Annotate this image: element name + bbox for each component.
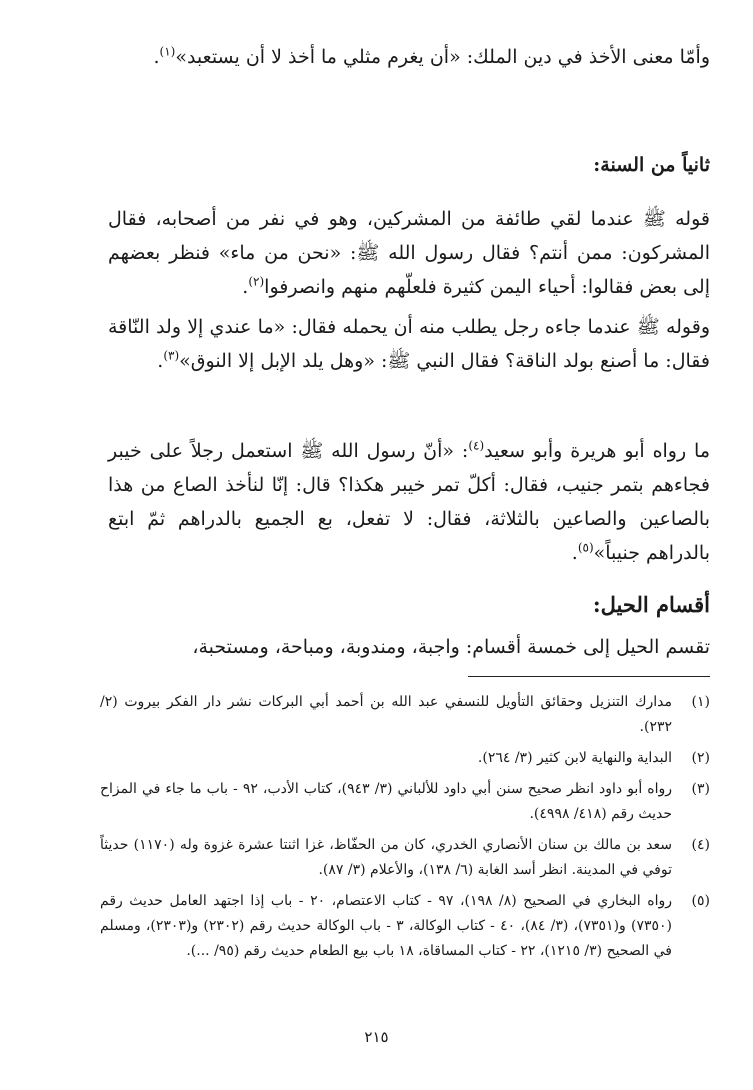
footnote-number: (٣) bbox=[691, 781, 710, 797]
body-paragraph-3: وقوله ﷺ عندما جاءه رجل يطلب منه أن يحمله فقال: «ما عندي إلا ولد النّاقة فقال: ما أصنع بولد الناقة؟ فقال النبي ﷺ: «وهل يلد الإبل إلا النوق»$^{(٣)}$. bbox=[108, 316, 710, 372]
section-heading-hiyal: أقسام الحيل: bbox=[592, 592, 710, 617]
footnote-ref-3[interactable]: (٣) bbox=[163, 348, 180, 363]
footnote-number: (٢) bbox=[691, 750, 710, 766]
body-paragraph-5: تقسم الحيل إلى خمسة أقسام: واجبة، ومندوبة، ومباحة، ومستحبة، bbox=[192, 636, 710, 658]
paragraph-text: ما رواه أبو هريرة وأبو سعيد bbox=[484, 440, 710, 462]
paragraph-text: قوله ﷺ عندما لقي طائفة من المشركين، وهو في نفر من أصحابه، فقال المشركون: ممن أنتم؟ فقال رسول الله ﷺ: «نحن من ماء» فنظر بعضهم إلى بعض فقالوا: أحياء اليمن كثيرة فلعلّهم منهم وانصرفوا bbox=[108, 208, 710, 298]
paragraph-text: وأمّا معنى الأخذ في دين الملك: «أن يغرم مثلي ما أخذ لا أن يستعبد» bbox=[175, 46, 710, 68]
footnote-text: رواه البخاري في الصحيح (٨/ ١٩٨)، ٩٧ - كتاب الاعتصام، ٢٠ - باب إذا اجتهد العامل حديث رقم (٧٣٥٠) و(٧٣٥١)، (٣/ ٨٤)، ٤٠ - كتاب الوكالة، ٣ - باب الوكالة حديث رقم (٢٣٠٢) و(٢٣٠٣)، ومسلم في الصحيح (٣/ ١٢١٥)، ٢٢ - كتاب المساقاة، ١٨ باب بيع الطعام حديث رقم (٩٥/ ...). bbox=[100, 893, 672, 959]
footnote-text: رواه أبو داود انظر صحيح سنن أبي داود للألباني (٣/ ٩٤٣)، كتاب الأدب، ٩٢ - باب ما جاء في المزاح حديث رقم (٤١٨/ ٤٩٩٨). bbox=[100, 781, 672, 822]
footnote-ref-5[interactable]: (٥) bbox=[577, 540, 594, 555]
footnote-separator bbox=[468, 676, 710, 677]
footnote-text: سعد بن مالك بن سنان الأنصاري الخدري، كان من الحفّاظ، غزا اثنتا عشرة غزوة وله (١١٧٠) حديثاً توفي في المدينة. انظر أسد الغابة (٦/ ١٣٨)، والأعلام (٣/ ٨٧). bbox=[100, 837, 672, 878]
body-paragraph-2: قوله ﷺ عندما لقي طائفة من المشركين، وهو في نفر من أصحابه، فقال المشركون: ممن أنتم؟ فقال رسول الله ﷺ: «نحن من ماء» فنظر بعضهم إلى بعض فقالوا: أحياء اليمن كثيرة فلعلّهم منهم وانصرفوا$^{(٢)}$. bbox=[108, 208, 710, 298]
body-paragraph-1: وأمّا معنى الأخذ في دين الملك: «أن يغرم مثلي ما أخذ لا أن يستعبد»$^{(١)}$. bbox=[153, 44, 710, 68]
footnote-item bbox=[100, 833, 710, 883]
footnote-item bbox=[100, 777, 710, 827]
footnote-number: (١) bbox=[691, 694, 710, 710]
paragraph-text: وقوله ﷺ عندما جاءه رجل يطلب منه أن يحمله فقال: «ما عندي إلا ولد النّاقة فقال: ما أصنع بولد الناقة؟ فقال النبي ﷺ: «وهل يلد الإبل إلا النوق» bbox=[108, 316, 710, 372]
subheading-sunnah: ثانياً من السنة: bbox=[593, 154, 710, 176]
footnote-number: (٤) bbox=[691, 837, 710, 853]
footnote-text: البداية والنهاية لابن كثير (٣/ ٢٦٤). bbox=[477, 750, 672, 766]
footnotes bbox=[100, 690, 710, 964]
footnote-ref-1[interactable]: (١) bbox=[159, 44, 176, 59]
page-number: ٢١٥ bbox=[364, 1028, 389, 1046]
footnote-ref-2[interactable]: (٢) bbox=[248, 274, 265, 289]
footnote-number: (٥) bbox=[691, 893, 710, 909]
footnote-ref-4[interactable]: (٤) bbox=[468, 438, 485, 453]
footnote-item bbox=[100, 690, 710, 740]
body-paragraph-4: ما رواه أبو هريرة وأبو سعيد$^{(٤)}$: «أنّ رسول الله ﷺ استعمل رجلاً على خيبر فجاءهم بتمر جنيب، فقال: أكلّ تمر خيبر هكذا؟ قال: إنّا لنأخذ الصاع من هذا بالصاعين والصاعين بالثلاثة، فقال: لا تفعل، بع الجميع بالدراهم ثمّ ابتع بالدراهم جنيباً»$^{(٥)}$. bbox=[108, 438, 710, 564]
footnote-text: مدارك التنزيل وحقائق التأويل للنسفي عبد الله بن أحمد أبي البركات نشر دار الفكر بيروت (٢/ ٢٣٢). bbox=[100, 694, 672, 735]
footnote-item bbox=[100, 746, 710, 771]
footnote-item bbox=[100, 889, 710, 964]
